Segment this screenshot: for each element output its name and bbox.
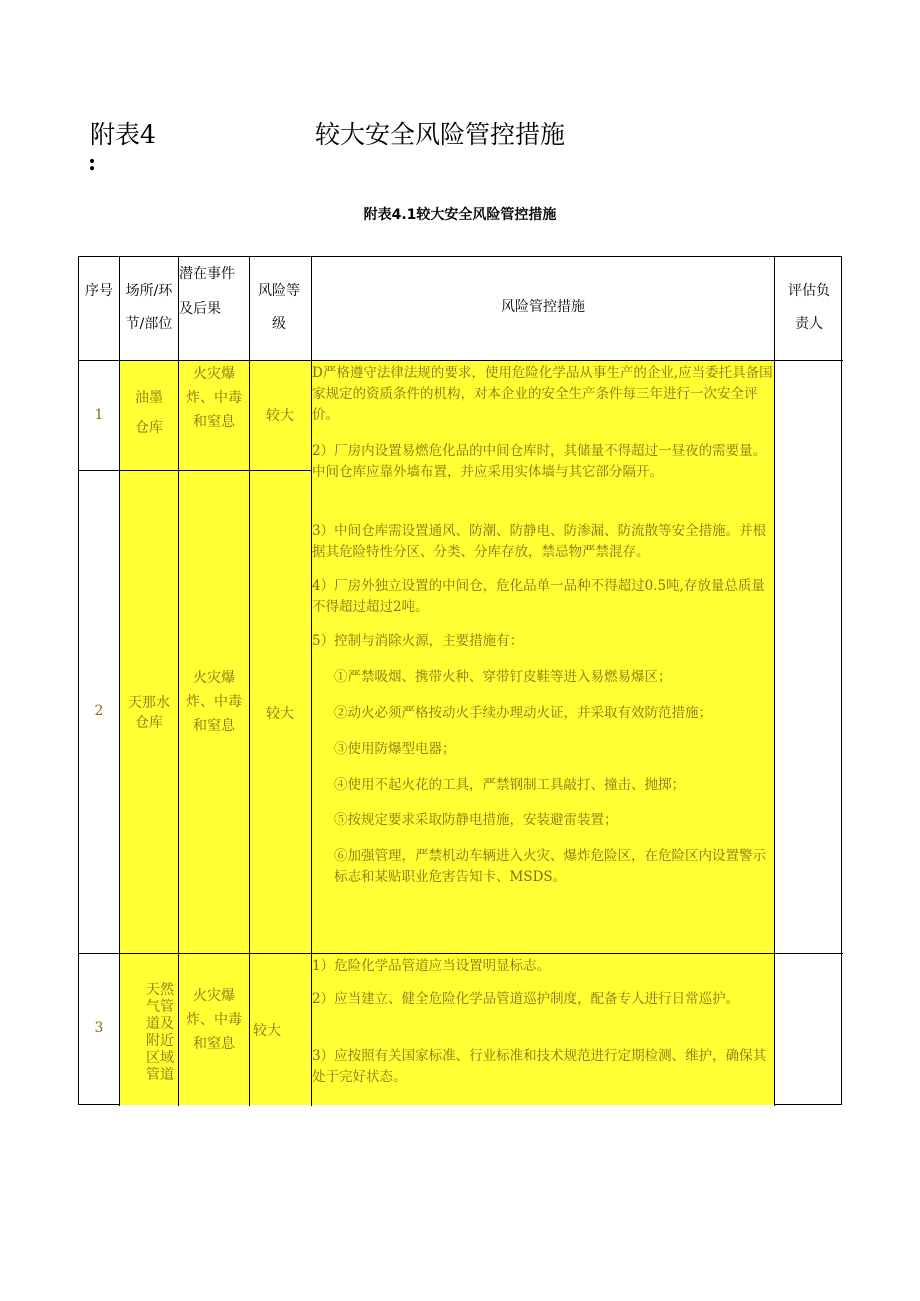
col-divider [774, 257, 775, 1106]
header-seq: 序号 [85, 283, 113, 299]
measure-subitem: ①严禁吸烟、携带火种、穿带钉皮鞋等进入易燃易爆区； [334, 669, 672, 685]
page-title: 较大安全风险管控措施 [315, 120, 566, 149]
row2-seq: 2 [94, 703, 104, 719]
row-divider [79, 470, 312, 471]
header-consequence: 潜在事件及后果 [179, 266, 235, 317]
risk-control-table [78, 256, 842, 1105]
row1-risk-level: 较大 [266, 408, 294, 424]
measure-item: 2）厂房内设置易燃危化品的中间仓库时，其储量不得超过一昼夜的需要量。中间仓库应靠外墙布置，并应采用实体墙与其它部分隔开。 [312, 443, 767, 480]
appendix-colon: : [88, 150, 97, 176]
measure-item: 3）中间仓库需设置通风、防潮、防静电、防渗漏、防流散等安全措施。并根据其危险特性分区、分类、分库存放，禁忌物严禁混存。 [312, 523, 767, 560]
row2-location: 天那水仓库 [128, 695, 170, 731]
header-risk-level: 风险等级 [258, 283, 300, 332]
row1-consequence: 火灾爆炸、中毒和窒息 [186, 366, 242, 430]
appendix-label: 附表4 [90, 120, 156, 149]
col-divider [249, 257, 250, 1106]
measure-subitem: ②动火必须严格按动火手续办理动火证，并采取有效防范措施； [334, 705, 712, 721]
row2-consequence: 火灾爆炸、中毒和窒息 [186, 670, 242, 734]
measure-subitem: ⑤按规定要求采取防静电措施，安装避雷装置； [334, 812, 618, 828]
row3-risk-level: 较大 [253, 1023, 281, 1039]
measure-item: 1）危险化学品管道应当设置明显标志。 [312, 958, 551, 974]
header-measures: 风险管控措施 [501, 299, 585, 315]
header-assessor: 评估负责人 [788, 283, 830, 332]
measure-item: 2）应当建立、健全危险化学品管道巡护制度，配备专人进行日常巡护。 [312, 991, 740, 1007]
measure-subitem: ③使用防爆型电器； [334, 741, 456, 757]
measure-item: D严格遵守法律法规的要求，使用危险化学品从事生产的企业,应当委托具备国家规定的资质条件的机构，对本企业的安全生产条件每三年进行一次安全评价。 [312, 365, 773, 423]
row1-location: 油墨仓库 [135, 390, 163, 436]
header-location: 场所/环节/部位 [125, 283, 173, 332]
row2-risk-level: 较大 [266, 706, 294, 722]
row3-seq: 3 [94, 1020, 104, 1036]
row3-consequence: 火灾爆炸、中毒和窒息 [186, 988, 242, 1052]
measures-row-3 [312, 954, 774, 1105]
table-caption: 附表4.1较大安全风险管控措施 [363, 207, 557, 223]
measure-item: 5）控制与消除火源，主要措施有： [312, 633, 524, 649]
measure-subitem: ⑥加强管理，严禁机动车辆进入火灾、爆炸危险区，在危险区内设置警示标志和某贴职业危害告知卡、MSDS。 [334, 848, 766, 885]
measure-item: 3）应按照有关国家标准、行业标准和技术规范进行定期检测、维护，确保其处于完好状态。 [312, 1048, 767, 1085]
col-divider [178, 257, 179, 1106]
measures-rows-1-2 [312, 361, 774, 953]
measure-subitem: ④使用不起火花的工具，严禁钢制工具敲打、撞击、抛掷； [334, 777, 685, 793]
measure-item: 4）厂房外独立设置的中间仓，危化品单一品种不得超过0.5吨,存放量总质量不得超过超过2吨。 [312, 578, 765, 615]
row1-seq: 1 [94, 407, 104, 423]
row3-location: 天然气管道及附近区域管道 [146, 982, 174, 1083]
col-divider [119, 257, 120, 1106]
